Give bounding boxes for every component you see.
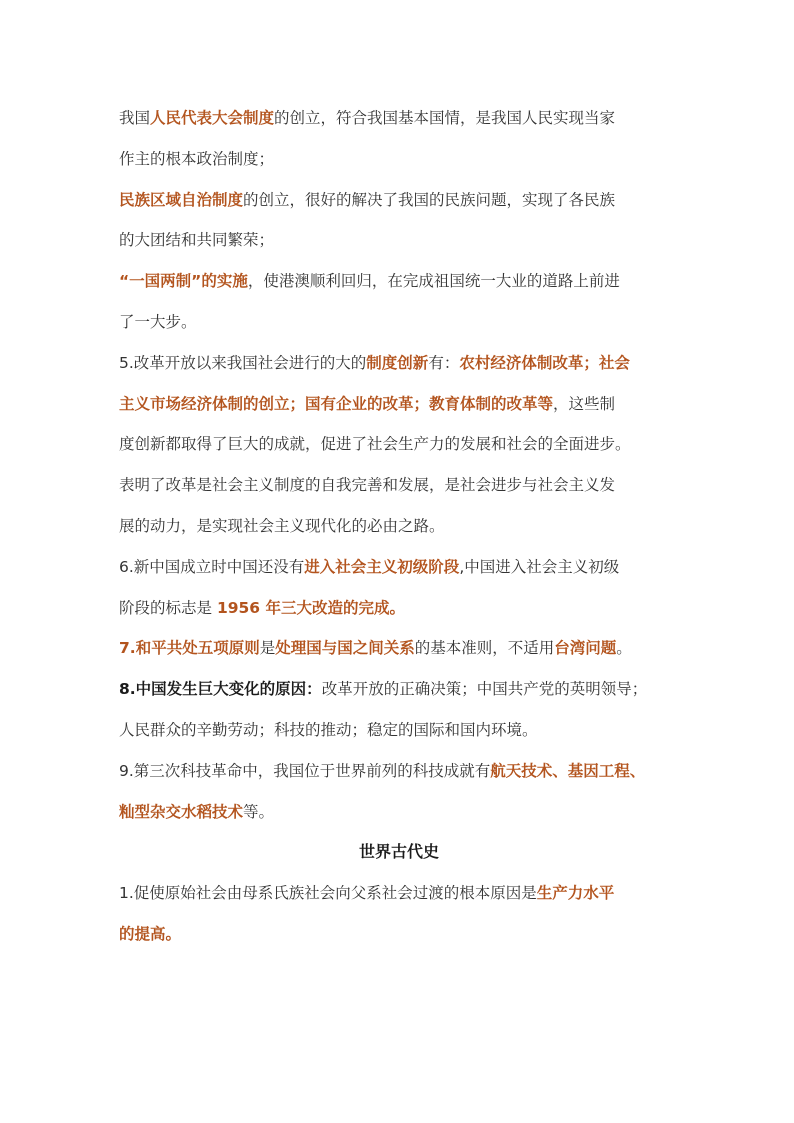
text-run: 的创立，很好的解决了我国的民族问题，实现了各民族 (243, 190, 616, 209)
text-run: 的基本准则，不适用 (414, 639, 555, 658)
text-line (119, 792, 679, 833)
text-run: 是 (259, 639, 276, 658)
emphasis-text: 民族区域自治制度 (119, 190, 244, 209)
text-run: 了一大步。 (119, 312, 197, 331)
text-run: 的创立，符合我国基本国情，是我国人民实现当家 (274, 109, 616, 127)
text-line (119, 180, 679, 221)
emphasis-text: 和平共处五项原则 (135, 639, 260, 658)
emphasis-text: 进入社会主义初级阶段 (304, 557, 460, 576)
emphasis-text: 农村经济体制改革；社会 (459, 353, 630, 372)
text-run: 作主的根本政治制度； (119, 149, 275, 168)
text-run: 。 (616, 639, 632, 658)
text-run: 的大团结和共同繁荣； (119, 231, 275, 250)
text-run: 表明了改革是社会主义制度的自我完善和发展，是社会进步与社会主义发 (119, 476, 616, 495)
emphasis-text: “一国两制”的实施 (119, 272, 248, 291)
text-line (119, 588, 679, 629)
emphasis-text: 处理国与国之间关系 (275, 639, 415, 658)
paragraph-block-politics (119, 98, 679, 832)
text-run: 5.改革开放以来我国社会进行的大的 (119, 353, 367, 372)
emphasis-text: 制度创新 (366, 353, 429, 372)
emphasis-text: 人民代表大会制度 (150, 109, 275, 127)
text-line (119, 139, 679, 180)
text-line (119, 424, 679, 465)
text-line (119, 669, 679, 710)
text-run: ，使港澳顺利回归，在完成祖国统一大业的道路上前进 (247, 272, 620, 291)
emphasis-text: 1956 年三大改造的完成。 (216, 598, 405, 617)
text-run: 人民群众的辛勤劳动；科技的推动；稳定的国际和国内环境。 (119, 720, 538, 739)
text-line (119, 98, 679, 139)
text-run: 6.新中国成立时中国还没有 (119, 557, 305, 576)
text-line (119, 751, 679, 792)
text-run: 展的动力，是实现社会主义现代化的必由之路。 (119, 516, 445, 535)
emphasis-text: 主义市场经济体制的创立；国有企业的改革；教育体制的改革等 (119, 394, 554, 413)
text-line (119, 465, 679, 506)
text-run: 9.第三次科技革命中，我国位于世界前列的科技成就有 (119, 761, 491, 780)
text-run: 等。 (243, 802, 275, 821)
text-line (119, 547, 679, 588)
emphasis-text: 的提高。 (119, 924, 182, 943)
text-line (119, 873, 679, 914)
text-line (119, 506, 679, 547)
emphasis-text: 航天技术、基因工程、 (490, 761, 646, 780)
section-heading: 世界古代史 (358, 842, 439, 862)
text-line (119, 302, 679, 343)
text-line (119, 914, 679, 955)
text-run: 改革开放的正确决策；中国共产党的英明领导； (321, 680, 648, 699)
emphasis-text: 台湾问题 (554, 639, 617, 658)
emphasis-text: 8.中国发生巨大变化的原因： (119, 680, 322, 699)
text-run: 度创新都取得了巨大的成就，促进了社会生产力的发展和社会的全面进步。 (119, 435, 631, 454)
text-run: 1.促使原始社会由母系氏族社会向父系社会过渡的根本原因是 (119, 884, 537, 903)
document-body (119, 98, 679, 955)
text-line (119, 261, 679, 302)
text-run: ,中国进入社会主义初级 (459, 557, 620, 576)
text-line (119, 710, 679, 751)
text-line (119, 384, 679, 425)
text-line (119, 628, 679, 669)
text-run: 阶段的标志是 (119, 598, 217, 617)
text-run: ，这些制 (553, 394, 616, 413)
emphasis-text: 生产力水平 (536, 884, 615, 903)
text-line (119, 220, 679, 261)
paragraph-block-ancient-history (119, 873, 679, 955)
emphasis-text: 7. (119, 639, 136, 658)
text-run: 我国 (119, 109, 151, 127)
text-run: 有： (428, 353, 460, 372)
text-line (119, 343, 679, 384)
emphasis-text: 籼型杂交水稻技术 (119, 802, 244, 821)
